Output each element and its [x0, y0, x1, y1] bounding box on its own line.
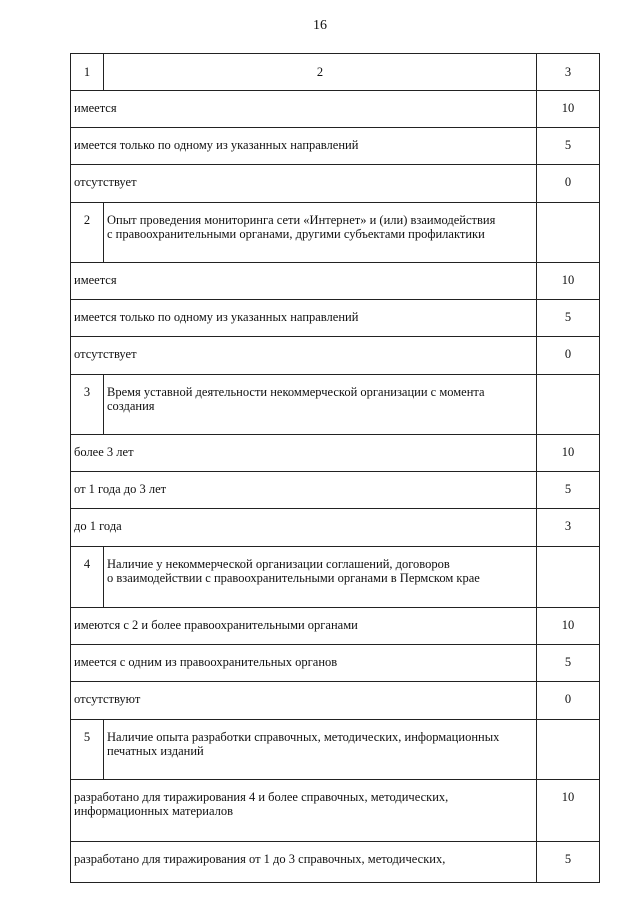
criterion-row: [71, 375, 600, 435]
option-score: 0: [537, 337, 600, 375]
option-text: имеется только по одному из указанных направлений: [71, 128, 537, 165]
option-text: [71, 780, 537, 842]
criterion-text: [104, 203, 537, 263]
criterion-row: [71, 203, 600, 263]
criterion-text: [104, 547, 537, 608]
option-text-content: разработано для тиражирования 4 и более справочных, методических, информационных материалов: [74, 790, 449, 818]
option-score: 10: [537, 435, 600, 472]
option-text: разработано для тиражирования от 1 до 3 справочных, методических,: [71, 842, 537, 883]
option-text: отсутствуют: [71, 682, 537, 720]
criterion-text: [104, 375, 537, 435]
option-text: имеется: [71, 263, 537, 300]
option-row: [71, 608, 600, 645]
option-row: [71, 165, 600, 203]
option-score: 5: [537, 128, 600, 165]
option-score: 3: [537, 509, 600, 547]
criterion-text: [104, 720, 537, 780]
option-score: 0: [537, 165, 600, 203]
criterion-score-empty: [537, 720, 600, 780]
option-row: [71, 472, 600, 509]
option-row: [71, 780, 600, 842]
option-score: 10: [537, 263, 600, 300]
header-cell-col1: 1: [71, 54, 104, 91]
option-row: [71, 300, 600, 337]
option-text: имеется с одним из правоохранительных органов: [71, 645, 537, 682]
option-text: от 1 года до 3 лет: [71, 472, 537, 509]
option-score: 5: [537, 472, 600, 509]
criteria-table: [70, 53, 600, 883]
table-header-row: [71, 54, 600, 91]
criterion-row: [71, 720, 600, 780]
option-text: более 3 лет: [71, 435, 537, 472]
option-text: отсутствует: [71, 337, 537, 375]
option-row: [71, 645, 600, 682]
option-row: [71, 682, 600, 720]
header-cell-col3: 3: [537, 54, 600, 91]
option-score: 10: [537, 91, 600, 128]
option-row: [71, 509, 600, 547]
option-row: [71, 842, 600, 883]
criterion-number: 4: [71, 547, 104, 608]
criterion-text-content: Наличие у некоммерческой организации соглашений, договоров о взаимодействии с правоохранительными органами в Пермском крае: [107, 557, 480, 585]
criterion-text-content: Опыт проведения мониторинга сети «Интернет» и (или) взаимодействия с правоохранительными органами, другими субъектами профилактики: [107, 213, 496, 241]
criterion-text-content: Время уставной деятельности некоммерческой организации с момента создания: [107, 385, 485, 413]
option-row: [71, 435, 600, 472]
option-text: до 1 года: [71, 509, 537, 547]
option-text: отсутствует: [71, 165, 537, 203]
criterion-score-empty: [537, 547, 600, 608]
option-score: 5: [537, 645, 600, 682]
option-row: [71, 263, 600, 300]
option-row: [71, 91, 600, 128]
criterion-number: 2: [71, 203, 104, 263]
criterion-number: 3: [71, 375, 104, 435]
criterion-text-content: Наличие опыта разработки справочных, методических, информационных печатных изданий: [107, 730, 500, 758]
option-row: [71, 128, 600, 165]
criterion-score-empty: [537, 203, 600, 263]
header-cell-col2: 2: [104, 54, 537, 91]
option-text: имеется только по одному из указанных направлений: [71, 300, 537, 337]
option-score: 10: [537, 608, 600, 645]
option-score: 0: [537, 682, 600, 720]
criterion-row: [71, 547, 600, 608]
criterion-number: 5: [71, 720, 104, 780]
option-text: имеются с 2 и более правоохранительными органами: [71, 608, 537, 645]
page-number: 16: [313, 18, 327, 33]
option-score: 5: [537, 842, 600, 883]
option-row: [71, 337, 600, 375]
criterion-score-empty: [537, 375, 600, 435]
option-score: 10: [537, 780, 600, 842]
option-score: 5: [537, 300, 600, 337]
option-text: имеется: [71, 91, 537, 128]
